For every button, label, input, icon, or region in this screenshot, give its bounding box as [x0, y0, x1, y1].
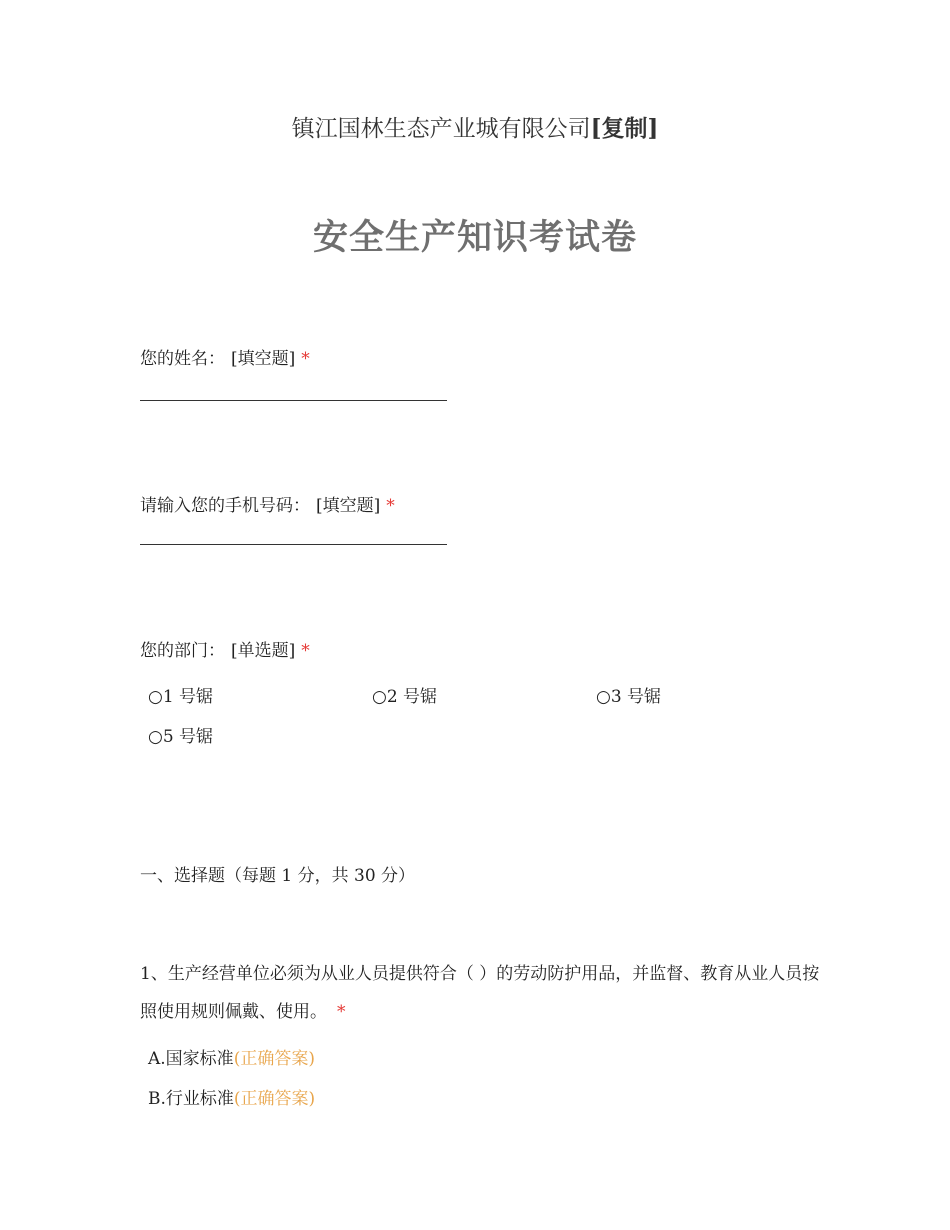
name-answer-line[interactable]: [140, 400, 447, 401]
question-1-option-b[interactable]: [148, 1084, 315, 1109]
department-option-3[interactable]: ○3 号锯: [596, 687, 662, 707]
phone-required-mark: *: [386, 496, 395, 516]
department-question-type: [单选题]: [231, 641, 296, 661]
name-question-label: 您的姓名：: [140, 349, 225, 369]
name-required-mark: *: [301, 349, 310, 369]
name-question-type: [填空题]: [231, 349, 296, 369]
question-1-required-mark: *: [337, 1002, 346, 1022]
department-option-5[interactable]: ○5 号锯: [148, 727, 214, 747]
department-question-label: 您的部门：: [140, 641, 225, 661]
name-question: [140, 344, 310, 369]
question-1-option-a[interactable]: [148, 1044, 315, 1069]
question-1-text: 1、生产经营单位必须为从业人员提供符合（ ）的劳动防护用品，并监督、教育从业人员按照使用规则佩戴、使用。: [140, 964, 820, 1022]
department-question: [140, 636, 310, 661]
option-b-correct-note: (正确答案): [233, 1089, 316, 1109]
copy-tag: [复制]: [590, 115, 659, 142]
phone-question-label: 请输入您的手机号码：: [140, 496, 310, 516]
phone-question-type: [填空题]: [316, 496, 381, 516]
phone-question: [140, 491, 395, 516]
phone-answer-line[interactable]: [140, 544, 447, 545]
department-option-2[interactable]: ○2 号锯: [372, 687, 438, 707]
company-label: 镇江国林生态产业城有限公司: [291, 116, 591, 142]
exam-title: 安全生产知识考试卷: [312, 218, 637, 258]
company-name: [0, 110, 950, 143]
option-a-label: A.国家标准: [148, 1049, 234, 1069]
department-required-mark: *: [301, 641, 310, 661]
option-b-label: B.行业标准: [148, 1089, 234, 1109]
question-1: [140, 955, 820, 1031]
section-heading: 一、选择题（每题 1 分，共 30 分）: [140, 866, 416, 886]
option-a-correct-note: (正确答案): [233, 1049, 315, 1069]
department-option-1[interactable]: ○1 号锯: [148, 687, 214, 707]
